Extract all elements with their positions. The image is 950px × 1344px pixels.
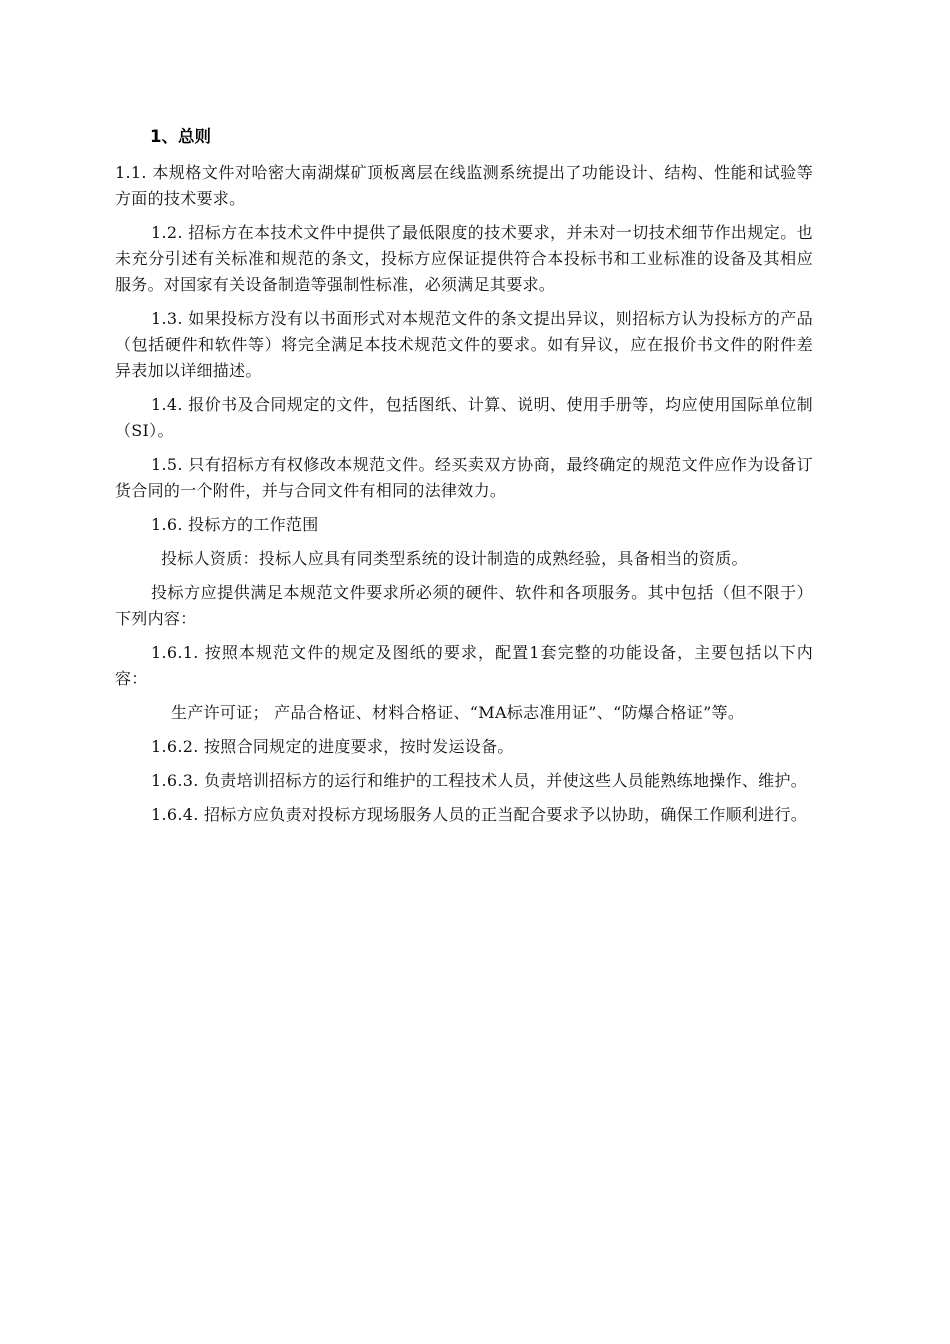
paragraph-1-5: 1.5. 只有招标方有权修改本规范文件。经买卖双方协商，最终确定的规范文件应作为设备订货合同的一个附件，并与合同文件有相同的法律效力。	[115, 455, 813, 500]
paragraph-1-2: 1.2. 招标方在本技术文件中提供了最低限度的技术要求，并未对一切技术细节作出规定。也未充分引述有关标准和规范的条文，投标方应保证提供符合本投标书和工业标准的设备及其相应服务。对国家有关设备制造等强制性标准，必须满足其要求。	[115, 223, 813, 294]
paragraph-1-4: 1.4. 报价书及合同规定的文件，包括图纸、计算、说明、使用手册等，均应使用国际单位制（SI）。	[115, 395, 813, 440]
paragraph-1-6-2: 1.6.2. 按照合同规定的进度要求，按时发运设备。	[151, 737, 514, 756]
paragraph-bidder-qualification: 投标人资质：投标人应具有同类型系统的设计制造的成熟经验，具备相当的资质。	[161, 549, 748, 568]
paragraph-1-1: 1.1. 本规格文件对哈密大南湖煤矿顶板离层在线监测系统提出了功能设计、结构、性能和试验等方面的技术要求。	[115, 163, 813, 208]
document-body	[115, 124, 813, 836]
paragraph-1-6-3: 1.6.3. 负责培训招标方的运行和维护的工程技术人员，并使这些人员能熟练地操作、维护。	[151, 771, 808, 790]
paragraph-1-6-4: 1.6.4. 招标方应负责对投标方现场服务人员的正当配合要求予以协助，确保工作顺利进行。	[151, 805, 808, 824]
paragraph-1-3: 1.3. 如果投标方没有以书面形式对本规范文件的条文提出异议，则招标方认为投标方的产品（包括硬件和软件等）将完全满足本技术规范文件的要求。如有异议，应在报价书文件的附件差异表加以详细描述。	[115, 309, 813, 380]
paragraph-1-6: 1.6. 投标方的工作范围	[151, 515, 319, 534]
paragraph-1-6-1: 1.6.1. 按照本规范文件的规定及图纸的要求，配置1套完整的功能设备，主要包括以下内容：	[115, 643, 813, 688]
paragraph-bidder-scope: 投标方应提供满足本规范文件要求所必须的硬件、软件和各项服务。其中包括（但不限于）下列内容：	[115, 583, 813, 628]
section-heading: 1、总则	[150, 127, 211, 146]
paragraph-certificates: 生产许可证； 产品合格证、材料合格证、“MA标志准用证”、“防爆合格证”等。	[171, 703, 745, 722]
